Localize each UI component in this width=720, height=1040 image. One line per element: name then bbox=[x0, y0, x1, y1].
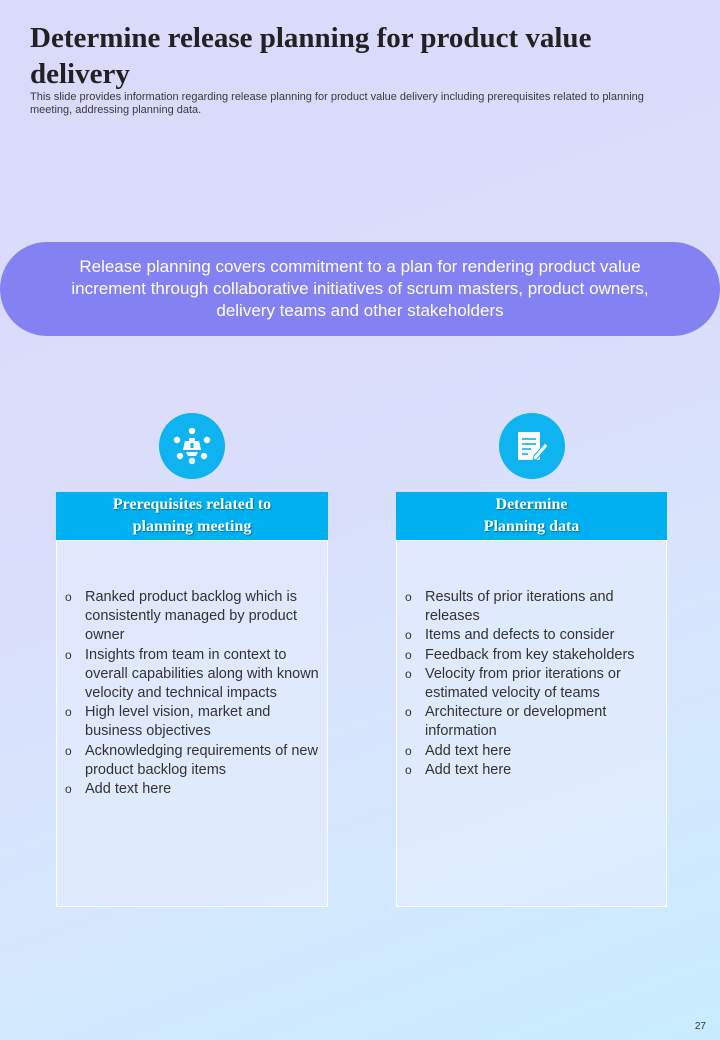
bullet-icon: o bbox=[405, 628, 412, 643]
bullet-icon: o bbox=[65, 743, 72, 758]
summary-banner bbox=[0, 242, 720, 336]
planning-data-header-line2: Planning data bbox=[483, 518, 580, 535]
page-number: 27 bbox=[694, 1021, 706, 1032]
prerequisites-header-line2: planning meeting bbox=[132, 518, 252, 535]
bullet-icon: o bbox=[405, 762, 412, 777]
bullet-icon: o bbox=[405, 666, 412, 681]
prerequisites-panel bbox=[56, 540, 328, 907]
banner-text: Release planning covers commitment to a plan for rendering product value increment through collaborative initiatives of scrum masters, product owners, delivery teams and other stakeholders bbox=[71, 257, 649, 320]
bullet-icon: o bbox=[405, 743, 412, 758]
planning-data-header bbox=[396, 492, 667, 540]
list-item: o Feedback from key stakeholders bbox=[397, 646, 659, 665]
list-item: o Add text here bbox=[397, 742, 659, 761]
bullet-icon: o bbox=[405, 590, 412, 604]
planning-data-panel bbox=[396, 540, 667, 907]
list-item: o Velocity from prior iterations or estimated velocity of teams bbox=[405, 665, 621, 702]
bullet-icon: o bbox=[405, 647, 412, 662]
planning-data-header-line1: Determine bbox=[495, 496, 568, 513]
bullet-icon: o bbox=[65, 705, 72, 720]
list-item: o High level vision, market and business objectives bbox=[65, 704, 271, 740]
prerequisites-header bbox=[56, 492, 328, 540]
list-item: o Add text here bbox=[397, 761, 659, 780]
list-item: o Items and defects to consider bbox=[397, 626, 659, 645]
planning-data-list bbox=[397, 588, 659, 780]
team-meeting-icon bbox=[159, 413, 225, 479]
page-subtitle: This slide provides information regarding release planning for product value delivery including prerequisites related to planning meeting, addressing planning data. bbox=[30, 91, 644, 116]
list-item: o Results of prior iterations and releases bbox=[405, 589, 614, 625]
bullet-icon: o bbox=[405, 705, 412, 720]
document-edit-icon bbox=[499, 413, 565, 479]
prerequisites-header-line1: Prerequisites related to bbox=[112, 496, 272, 513]
list-item: o Add text here bbox=[57, 780, 319, 799]
list-item: o Ranked product backlog which is consistently managed by product owner bbox=[65, 589, 297, 644]
list-item: o Architecture or development information bbox=[405, 704, 607, 740]
list-item: o Insights from team in context to overall capabilities along with known velocity and technical impacts bbox=[65, 646, 319, 702]
prerequisites-list bbox=[57, 588, 319, 799]
bullet-icon: o bbox=[65, 647, 72, 662]
bullet-icon: o bbox=[65, 590, 72, 604]
page-title: Determine release planning for product value delivery bbox=[30, 22, 592, 90]
bullet-icon: o bbox=[65, 782, 72, 797]
list-item: o Acknowledging requirements of new product backlog items bbox=[65, 742, 318, 778]
